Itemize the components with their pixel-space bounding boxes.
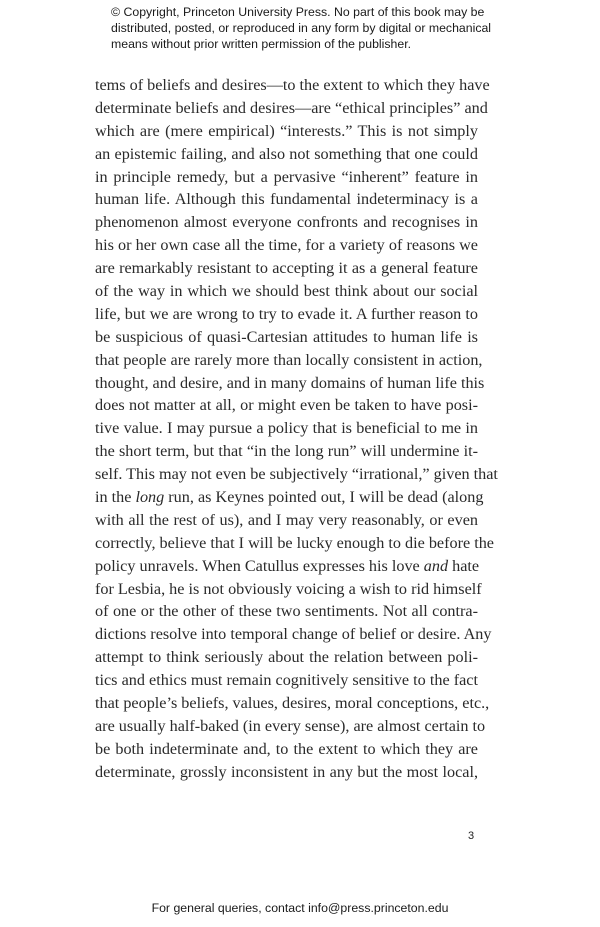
text-line: for Lesbia, he is not obviously voicing a wish to rid himself (95, 579, 482, 598)
text-line: self. This may not even be subjectively “irrational,” given that (95, 465, 498, 484)
text-line: that people’s beliefs, values, desires, moral conceptions, etc., (95, 694, 490, 713)
text-line: are usually half-baked (in every sense), are almost certain to (95, 716, 486, 735)
text-line: life, but we are wrong to try to evade it. A further reason to (95, 304, 478, 323)
text-line: human life. Although this fundamental indeterminacy is a (95, 190, 478, 209)
page-body-text (95, 74, 498, 784)
text-line: dictions resolve into temporal change of belief or desire. Any (95, 625, 492, 644)
text-line: attempt to think seriously about the relation between poli- (95, 648, 478, 667)
text-line: the short term, but that “in the long run” will undermine it- (95, 442, 478, 461)
text-line: does not matter at all, or might even be taken to have posi- (95, 396, 478, 415)
text-line: of the way in which we should best think about our social (95, 282, 478, 301)
text-line: in principle remedy, but a pervasive “inherent” feature in (95, 167, 478, 186)
text-line: tics and ethics must remain cognitively sensitive to the fact (95, 671, 478, 690)
copyright-line: means without prior written permission of the publisher. (111, 37, 412, 51)
emphasis: long (135, 488, 165, 507)
footer-contact: For general queries, contact info@press.princeton.edu (151, 901, 449, 915)
text-line: determinate beliefs and desires—are “ethical principles” and (95, 98, 488, 117)
text-line: his or her own case all the time, for a variety of reasons we (95, 236, 478, 255)
text-line: phenomenon almost everyone confronts and recognises in (95, 213, 478, 232)
text-line: be suspicious of quasi-Cartesian attitudes to human life is (95, 327, 478, 346)
text-line: correctly, believe that I will be lucky enough to die before the (95, 533, 494, 552)
text-line: that people are rarely more than locally consistent in action, (95, 350, 483, 369)
emphasis: and (423, 556, 449, 575)
copyright-line: distributed, posted, or reproduced in any form by digital or mechanical (111, 21, 492, 35)
text-line: policy unravels. When Catullus expresses his love and hate (95, 556, 480, 575)
text-line: which are (mere empirical) “interests.” This is not simply (95, 121, 478, 140)
copyright-line: © Copyright, Princeton University Press. No part of this book may be (111, 5, 485, 19)
page-number: 3 (468, 830, 475, 842)
text-line: determinate, grossly inconsistent in any but the most local, (95, 762, 478, 781)
text-line: thought, and desire, and in many domains of human life this (95, 373, 485, 392)
text-line: with all the rest of us), and I may very reasonably, or even (95, 510, 478, 529)
copyright-notice (111, 4, 501, 52)
text-line: tems of beliefs and desires—to the extent to which they have (95, 76, 490, 94)
text-line: are remarkably resistant to accepting it as a general feature (95, 259, 478, 278)
text-line: be both indeterminate and, to the extent to which they are (95, 739, 478, 758)
text-line: an epistemic failing, and also not something that one could (95, 144, 478, 163)
text-line: in the long run, as Keynes pointed out, I will be dead (along (95, 488, 484, 507)
text-line: of one or the other of these two sentiments. Not all contra- (95, 602, 478, 621)
text-line: tive value. I may pursue a policy that is beneficial to me in (95, 419, 478, 438)
